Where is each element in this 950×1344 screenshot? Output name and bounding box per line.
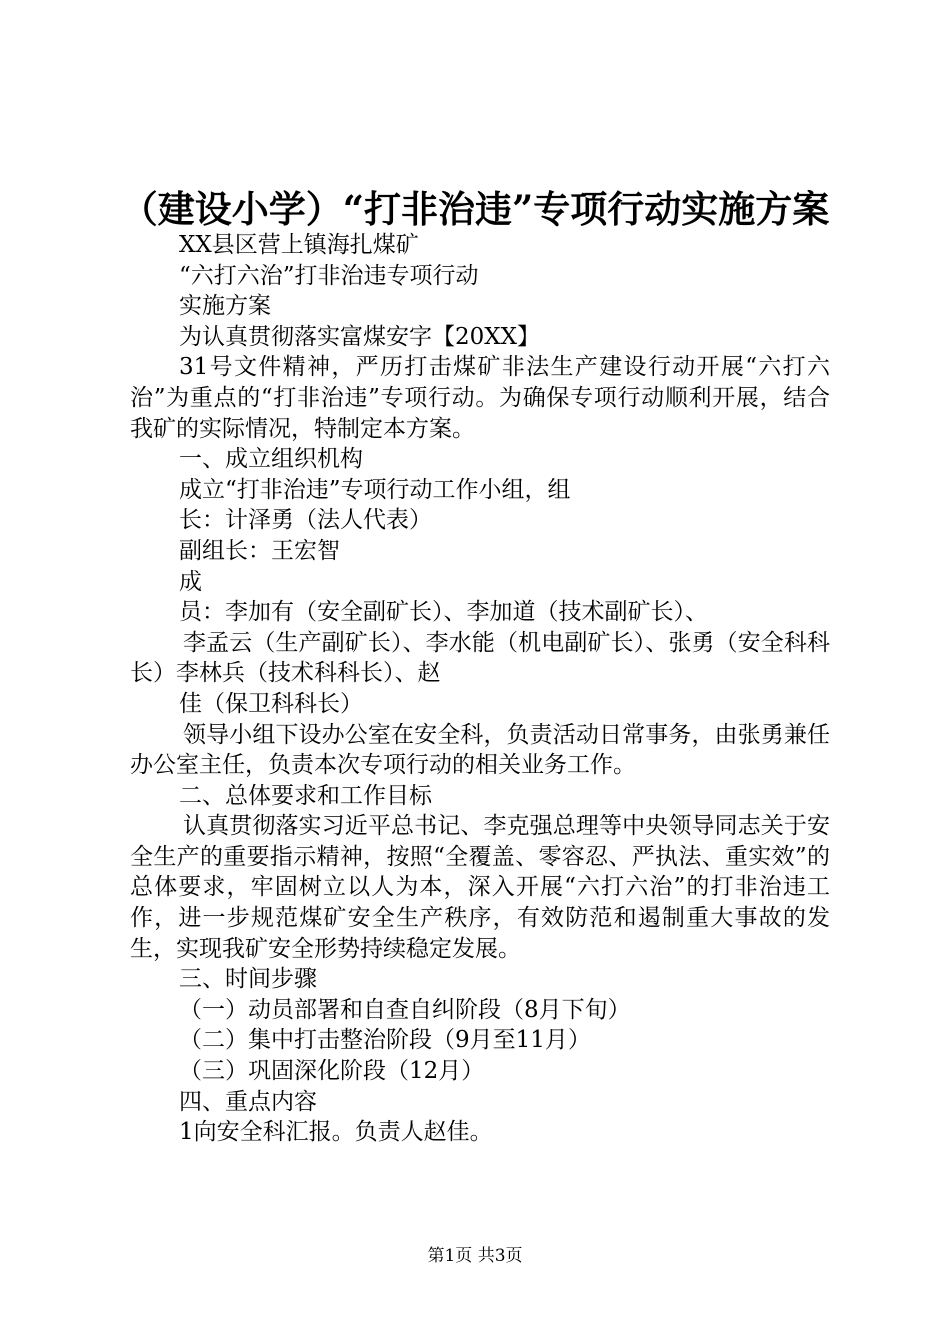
- paragraph: 1向安全科汇报。负责人赵佳。: [179, 1119, 493, 1146]
- document-body: [130, 230, 830, 1148]
- paragraph: 佳（保卫科科长）: [179, 690, 363, 717]
- paragraph: 31号文件精神，严历打击煤矿非法生产建设行动开展“六打六治”为重点的“打非治违”专项行动。为确保专项行动顺利开展，结合我矿的实际情况，特制定本方案。: [130, 354, 830, 442]
- page-footer: 第1页 共3页: [427, 1246, 523, 1266]
- paragraph: 成立“打非治违”专项行动工作小组，组: [179, 476, 571, 503]
- paragraph: XX县区营上镇海扎煤矿: [179, 232, 419, 258]
- list-item: （三）巩固深化阶段（12月）: [179, 1058, 485, 1085]
- paragraph: 员：李加有（安全副矿长）、李加道（技术副矿长）、: [179, 599, 708, 626]
- section-heading: 三、时间步骤: [179, 966, 317, 993]
- paragraph: 领导小组下设办公室在安全科，负责活动日常事务，由张勇兼任办公室主任，负责本次专项行动的相关业务工作。: [130, 721, 830, 779]
- paragraph: 为认真贯彻落实富煤安字【20XX】: [179, 323, 541, 350]
- section-heading: 一、成立组织机构: [179, 446, 363, 473]
- paragraph: 副组长：王宏智: [179, 537, 340, 564]
- list-item: （二）集中打击整治阶段（9月至11月）: [179, 1027, 591, 1054]
- paragraph: “六打六治”打非治违专项行动: [179, 262, 479, 289]
- paragraph: 成: [179, 568, 202, 595]
- paragraph: 认真贯彻落实习近平总书记、李克强总理等中央领导同志关于安全生产的重要指示精神，按照“全覆盖、零容忍、严执法、重实效”的总体要求，牢固树立以人为本，深入开展“六打六治”的打非治违工作，进一步规范煤矿安全生产秩序，有效防范和遏制重大事故的发生，实现我矿安全形势持续稳定发展。: [130, 813, 830, 962]
- paragraph: 李孟云（生产副矿长）、李水能（机电副矿长）、张勇（安全科科长）李林兵（技术科科长）、赵: [130, 629, 830, 687]
- list-item: （一）动员部署和自查自纠阶段（8月下旬）: [179, 996, 631, 1023]
- section-heading: 四、重点内容: [179, 1088, 317, 1115]
- paragraph: 长：计泽勇（法人代表）: [179, 507, 432, 534]
- document-title: （建设小学）“打非治违”专项行动实施方案: [120, 187, 830, 231]
- paragraph: 实施方案: [179, 293, 271, 320]
- section-heading: 二、总体要求和工作目标: [179, 782, 432, 809]
